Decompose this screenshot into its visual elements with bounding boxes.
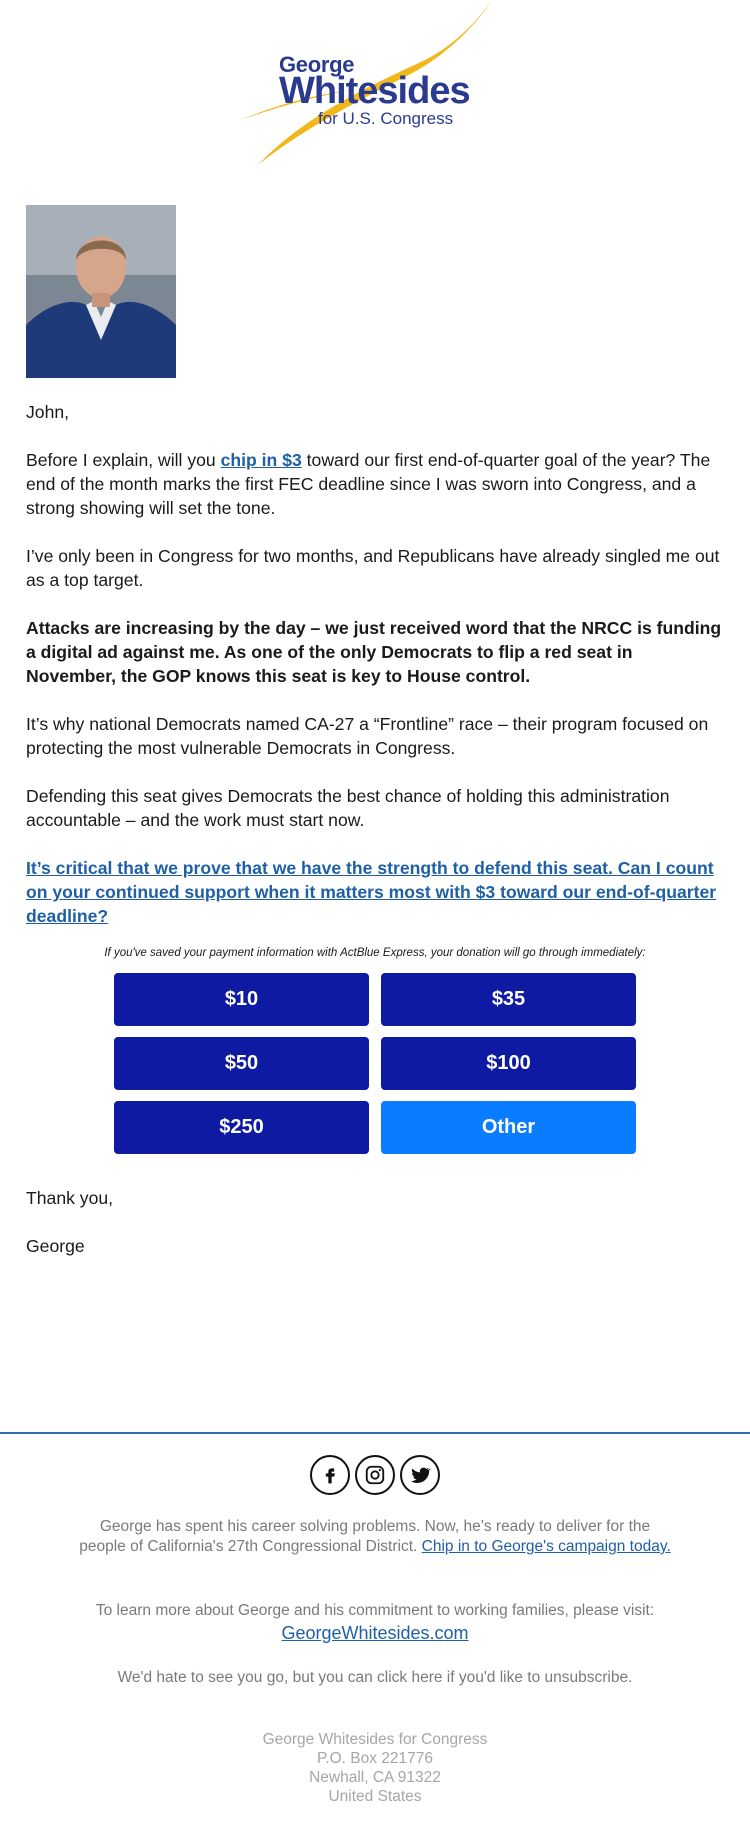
header xyxy=(0,0,750,190)
address-line-4: United States xyxy=(328,1788,422,1805)
footer-divider xyxy=(0,1432,750,1434)
paragraph-3: Attacks are increasing by the day – we just received word that the NRCC is funding a digital ad against me. As one of the only Democrats to flip a red seat in November, the GOP knows this seat is key to House control. xyxy=(26,618,722,686)
address-line-2: P.O. Box 221776 xyxy=(316,1750,434,1767)
footer-about: George has spent his career solving problems. Now, he’s ready to deliver for the people of California's 27th Congressional District. Chip in to George's campaign today. xyxy=(79,1518,671,1555)
paragraph-1: Before I explain, will you chip in $3 toward our first end-of-quarter goal of the year? The end of the month marks the first FEC deadline since I was sworn into Congress, and a strong showing will set the tone. xyxy=(26,450,711,518)
thanks-text: Thank you, xyxy=(26,1188,114,1208)
signoff xyxy=(26,1186,113,1282)
footer-chip-in-link[interactable]: Chip in to George's campaign today. xyxy=(421,1538,671,1555)
logo-line-1: George xyxy=(279,52,355,77)
donate-100-button[interactable]: $100 xyxy=(381,1037,636,1090)
facebook-icon[interactable] xyxy=(310,1455,350,1495)
logo-line-2: Whitesides xyxy=(279,70,470,112)
donation-buttons xyxy=(114,973,636,1154)
address-line-3: Newhall, CA 91322 xyxy=(309,1769,441,1786)
address-line-1: George Whitesides for Congress xyxy=(262,1731,488,1748)
paragraph-4: It’s why national Democrats named CA-27 a “Frontline” race – their program focused on protecting the most vulnerable Democrats in Congress. xyxy=(26,714,709,758)
signature-name: George xyxy=(26,1236,85,1256)
footer-learn-more: To learn more about George and his commitment to working families, please visit: GeorgeWhitesides.com xyxy=(95,1602,655,1643)
unsubscribe-text[interactable]: We'd hate to see you go, but you can click here if you'd like to unsubscribe. xyxy=(117,1669,633,1686)
donate-10-button[interactable]: $10 xyxy=(114,973,369,1026)
paragraph-5: Defending this seat gives Democrats the best chance of holding this administration accountable – and the work must start now. xyxy=(26,786,670,830)
website-link[interactable]: GeorgeWhitesides.com xyxy=(281,1623,469,1643)
mailing-address xyxy=(0,1730,750,1806)
social-links xyxy=(310,1455,440,1495)
candidate-photo xyxy=(26,205,176,378)
candidate-portrait xyxy=(26,205,176,378)
instagram-icon[interactable] xyxy=(355,1455,395,1495)
cta-link[interactable]: It’s critical that we prove that we have the strength to defend this seat. Can I count on your continued support when it matters most with $3 toward our end-of-quarter deadline? xyxy=(26,858,717,926)
email-body xyxy=(26,400,726,952)
twitter-icon[interactable] xyxy=(400,1455,440,1495)
greeting: John, xyxy=(26,402,70,422)
paragraph-2: I’ve only been in Congress for two months, and Republicans have already singled me out as a top target. xyxy=(26,546,720,590)
donate-50-button[interactable]: $50 xyxy=(114,1037,369,1090)
donate-other-button[interactable]: Other xyxy=(381,1101,636,1154)
campaign-logo[interactable] xyxy=(240,0,500,180)
chip-in-link[interactable]: chip in $3 xyxy=(220,450,302,470)
donate-250-button[interactable]: $250 xyxy=(114,1101,369,1154)
express-note: If you've saved your payment information with ActBlue Express, your donation will go through immediately: xyxy=(104,947,646,959)
logo-line-3: for U.S. Congress xyxy=(318,109,454,128)
donate-35-button[interactable]: $35 xyxy=(381,973,636,1026)
